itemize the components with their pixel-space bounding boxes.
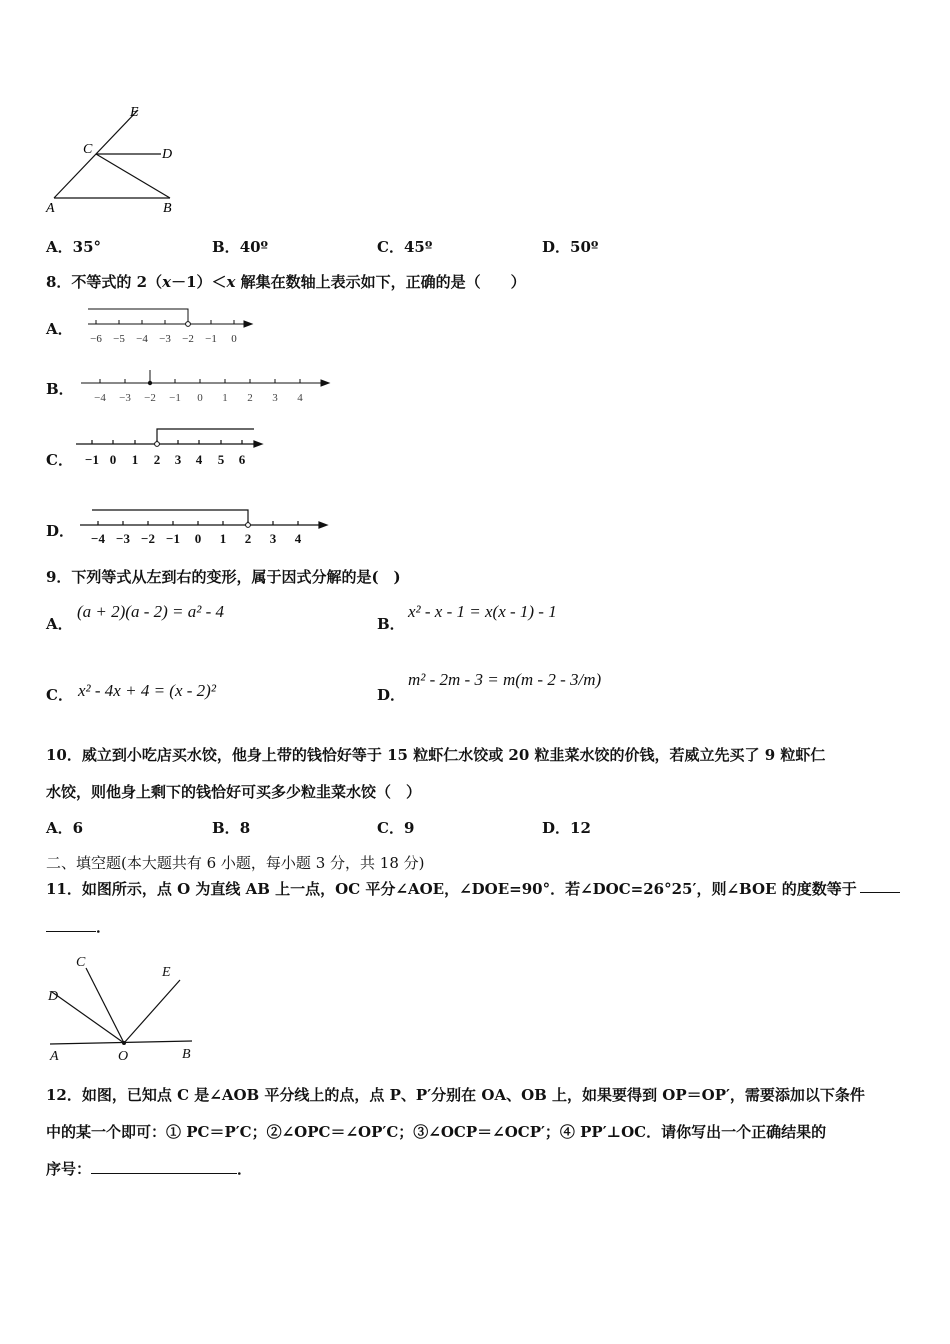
svg-text:4: 4	[195, 452, 203, 467]
svg-text:−2: −2	[141, 531, 155, 546]
svg-text:−3: −3	[119, 392, 131, 404]
label-a: A	[50, 1049, 59, 1064]
q9-option-c-label[interactable]: C．	[46, 686, 73, 704]
q8-option-d-label[interactable]: D．	[46, 522, 75, 540]
q11-answer-blank-b[interactable]	[46, 917, 96, 932]
label-e: E	[130, 105, 139, 120]
q10-line2: 水饺，则他身上剩下的钱恰好可买多少粒韭菜水饺（ ）	[46, 783, 422, 801]
solution-bracket	[157, 429, 254, 444]
q11-line1: 11．如图所示，点 O 为直线 AB 上一点，OC 平分∠AOE，∠DOE=90°．若∠DOC=26°25′，则∠BOE 的度数等于	[46, 880, 857, 898]
axis-arrow	[319, 522, 327, 528]
q9-option-a-label[interactable]: A．	[46, 615, 73, 633]
svg-text:−4: −4	[136, 333, 148, 345]
q7-option-c[interactable]: C．45º	[377, 238, 433, 256]
ray-od	[52, 992, 124, 1043]
svg-text:0: 0	[231, 333, 237, 345]
q11-figure	[40, 950, 210, 1066]
svg-text:−3: −3	[159, 333, 171, 345]
label-a: A	[46, 201, 55, 216]
label-d: D	[162, 147, 173, 162]
q11-answer-blank-a[interactable]	[860, 878, 900, 893]
svg-text:−5: −5	[113, 333, 125, 345]
svg-text:−2: −2	[144, 392, 156, 404]
q7-figure	[40, 100, 200, 220]
q9-option-d-expr: m² - 2m - 3 = m(m - 2 - 3/m)	[408, 670, 602, 689]
svg-text:4: 4	[294, 531, 302, 546]
svg-text:−1: −1	[169, 392, 181, 404]
q12-answer-blank[interactable]	[91, 1159, 237, 1174]
svg-text:1: 1	[219, 531, 227, 546]
open-point	[186, 322, 191, 327]
svg-text:6: 6	[238, 452, 246, 467]
q10-option-a[interactable]: A．6	[46, 819, 84, 837]
q11-line2: ．	[46, 916, 111, 937]
svg-text:−4: −4	[94, 392, 106, 404]
svg-text:3: 3	[272, 392, 278, 404]
q7-option-d[interactable]: D．50º	[542, 238, 599, 256]
label-e: E	[162, 965, 171, 980]
svg-text:2: 2	[153, 452, 161, 467]
svg-text:−2: −2	[182, 333, 194, 345]
label-o: O	[118, 1049, 129, 1064]
svg-text:3: 3	[174, 452, 182, 467]
svg-text:−1: −1	[85, 452, 99, 467]
label-b: B	[163, 201, 172, 216]
q8-option-d-numberline[interactable]	[76, 503, 336, 551]
q9-option-b-label[interactable]: B．	[377, 615, 405, 633]
q8-option-a-numberline[interactable]	[78, 302, 258, 348]
svg-text:3: 3	[269, 531, 277, 546]
q9-stem: 9．下列等式从左到右的变形，属于因式分解的是( )	[46, 568, 401, 586]
label-c: C	[76, 955, 86, 970]
q8-option-c-numberline[interactable]	[72, 424, 267, 470]
svg-text:1: 1	[131, 452, 139, 467]
q7-option-b[interactable]: B．40º	[212, 238, 269, 256]
label-d: D	[48, 989, 59, 1004]
q10-option-b[interactable]: B．8	[212, 819, 251, 837]
closed-point	[148, 381, 152, 385]
ray-oc	[86, 968, 124, 1043]
svg-text:1: 1	[222, 392, 228, 404]
ray-oe	[124, 980, 180, 1043]
q8-option-a-label[interactable]: A．	[46, 320, 73, 338]
axis-arrow	[244, 321, 252, 327]
q9-option-a-expr: (a + 2)(a - 2) = a² - 4	[77, 602, 225, 621]
svg-text:0: 0	[194, 531, 202, 546]
svg-text:−1: −1	[166, 531, 180, 546]
svg-text:0: 0	[109, 452, 117, 467]
q8-option-c-label[interactable]: C．	[46, 451, 73, 469]
q8-option-b-numberline[interactable]	[75, 364, 335, 410]
point-o	[122, 1041, 126, 1045]
q9-option-d-label[interactable]: D．	[377, 686, 406, 704]
solution-bracket	[92, 510, 248, 525]
q8-stem: 8．不等式的 2（x－1）＜x 解集在数轴上表示如下，正确的是（ ）	[46, 273, 526, 291]
q12-line3: 序号： ．	[46, 1160, 253, 1178]
solution-bracket	[88, 309, 188, 324]
q12-line1: 12．如图，已知点 C 是∠AOB 平分线上的点，点 P、P′分别在 OA、OB 上，如果要得到 OP＝OP′，需要添加以下条件	[46, 1086, 865, 1104]
q8-option-b-label[interactable]: B．	[46, 380, 74, 398]
open-point	[155, 442, 160, 447]
section-2-title: 二、填空题(本大题共有 6 小题，每小题 3 分，共 18 分)	[46, 854, 425, 872]
svg-text:2: 2	[247, 392, 253, 404]
q9-option-c-expr: x² - 4x + 4 = (x - 2)²	[78, 681, 216, 700]
label-c: C	[83, 142, 93, 157]
svg-text:4: 4	[297, 392, 303, 404]
q10-option-c[interactable]: C．9	[377, 819, 415, 837]
svg-text:5: 5	[217, 452, 225, 467]
svg-text:0: 0	[197, 392, 203, 404]
svg-text:−6: −6	[90, 333, 102, 345]
q12-line2: 中的某一个即可：① PC＝P′C；②∠OPC＝∠OP′C；③∠OCP＝∠OCP′；④ PP′⊥OC．请你写出一个正确结果的	[46, 1123, 827, 1141]
q10-option-d[interactable]: D．12	[542, 819, 591, 837]
q10-line1: 10．威立到小吃店买水饺，他身上带的钱恰好等于 15 粒虾仁水饺或 20 粒韭菜水饺的价钱，若威立先买了 9 粒虾仁	[46, 746, 826, 764]
svg-text:−1: −1	[205, 333, 217, 345]
axis-arrow	[321, 380, 329, 386]
axis-arrow	[254, 441, 262, 447]
line-cb	[96, 154, 170, 198]
label-b: B	[182, 1047, 191, 1062]
q7-option-a[interactable]: A．35°	[46, 238, 102, 256]
svg-text:−3: −3	[116, 531, 130, 546]
svg-text:2: 2	[244, 531, 252, 546]
open-point	[246, 523, 251, 528]
svg-text:−4: −4	[91, 531, 105, 546]
q9-option-b-expr: x² - x - 1 = x(x - 1) - 1	[408, 602, 557, 621]
